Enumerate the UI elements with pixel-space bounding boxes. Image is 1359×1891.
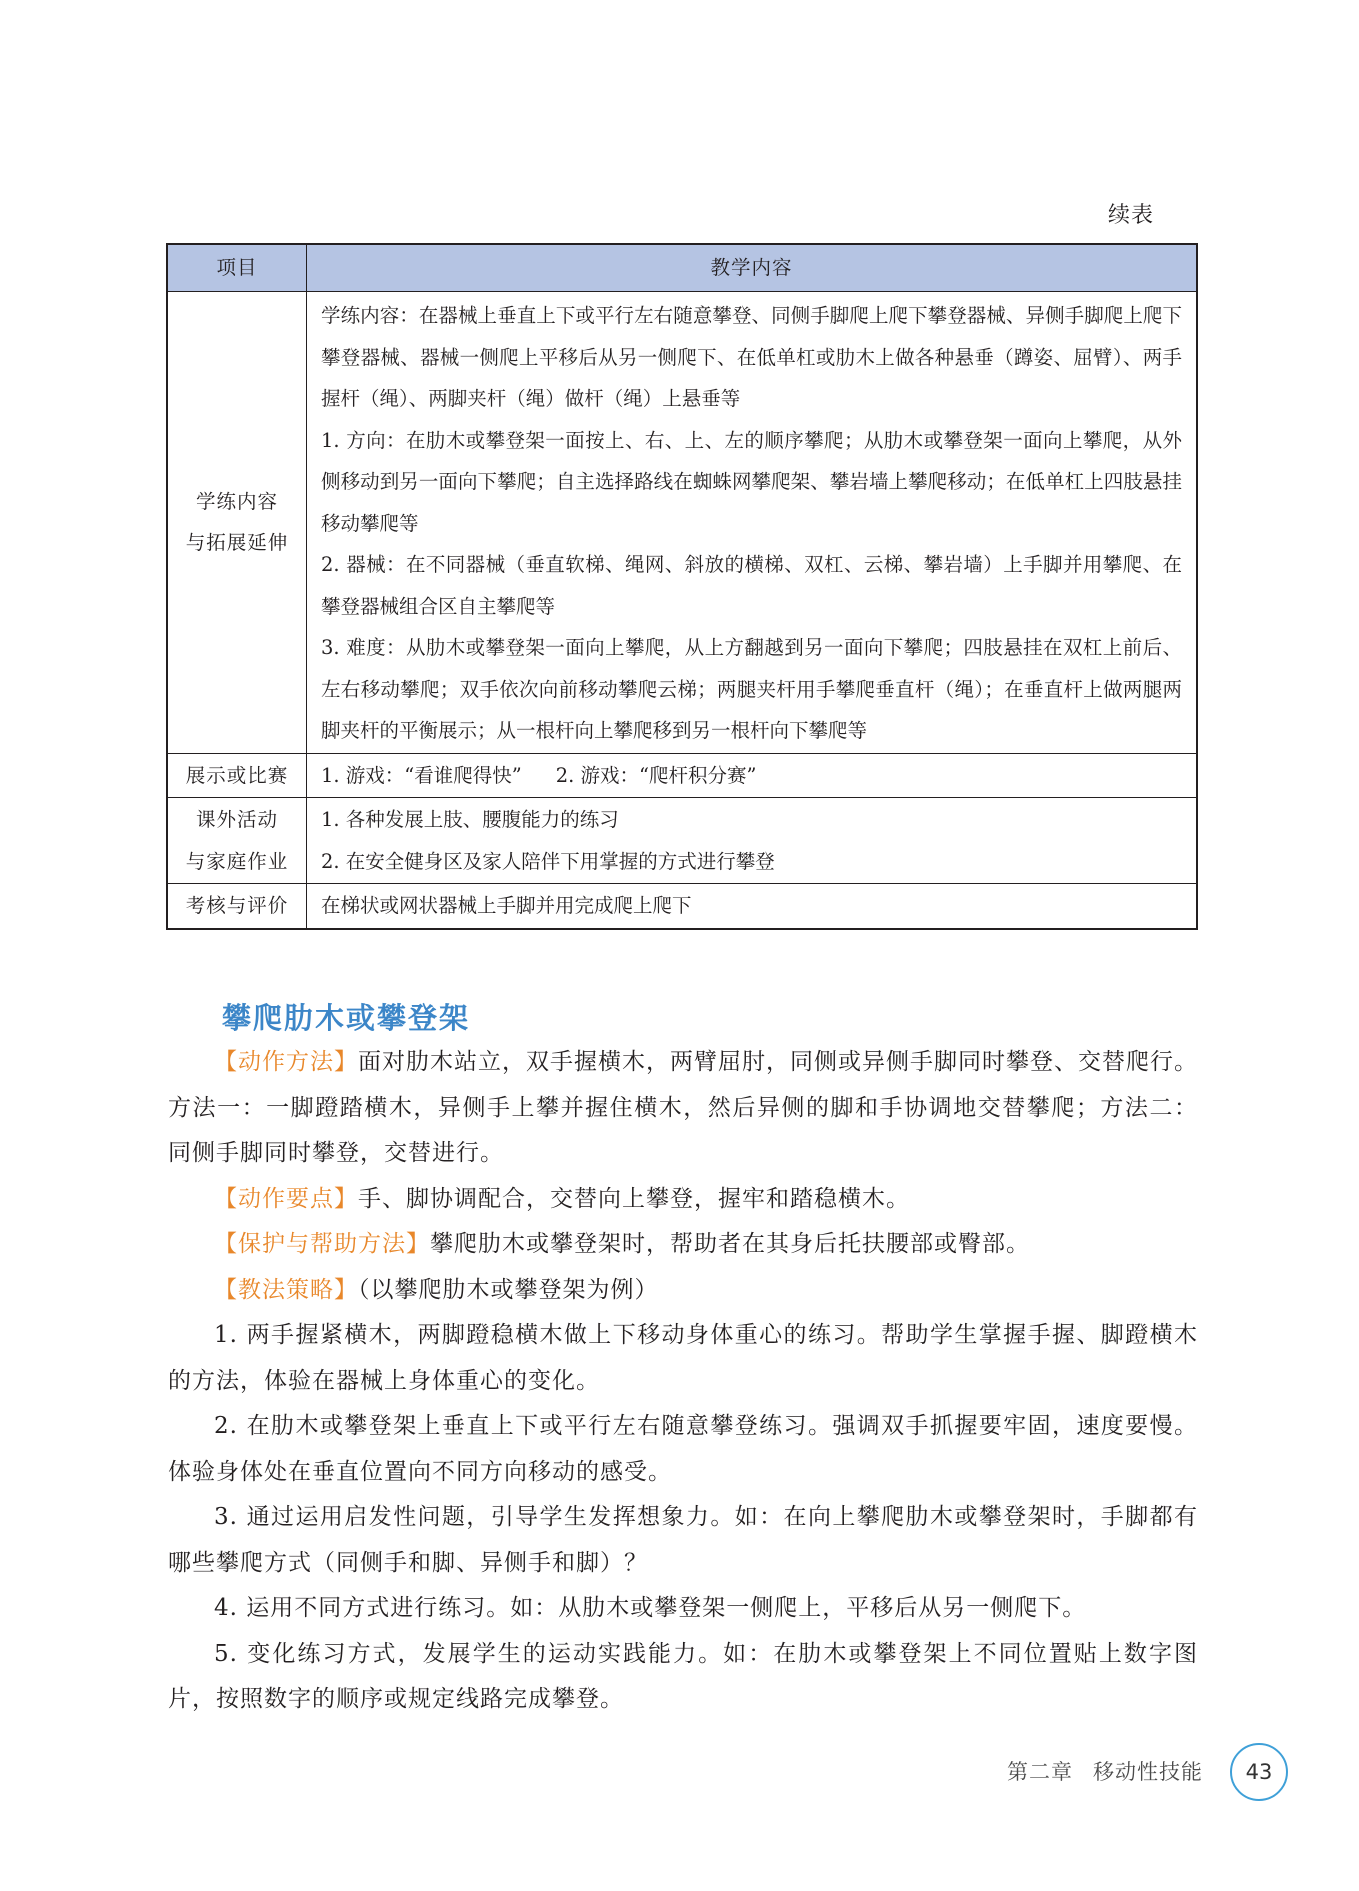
points-paragraph: 【动作要点】手、脚协调配合，交替向上攀登，握牢和踏稳横木。	[214, 1185, 910, 1212]
section-body	[168, 1040, 1198, 1723]
row-content-assess: 在梯状或网状器械上手脚并用完成爬上爬下	[307, 884, 1198, 929]
strategy-item: 5. 变化练习方式，发展学生的运动实践能力。如：在肋木或攀登架上不同位置贴上数字图片，按照数字的顺序或规定线路完成攀登。	[168, 1640, 1198, 1712]
row-label-homework: 课外活动 与家庭作业	[167, 798, 307, 884]
table-continued-label: 续表	[1108, 203, 1155, 228]
row-content-homework	[307, 798, 1198, 884]
row-label-show: 展示或比赛	[167, 753, 307, 798]
strategy-item: 4. 运用不同方式进行练习。如：从肋木或攀登架一侧爬上，平移后从另一侧爬下。	[214, 1595, 1087, 1621]
row-label-assess: 考核与评价	[167, 884, 307, 929]
practice-paragraph: 2. 器械：在不同器械（垂直软梯、绳网、斜放的横梯、双杠、云梯、攀岩墙）上手脚并用攀爬、在攀登器械组合区自主攀爬等	[321, 553, 1182, 618]
header-teaching-content: 教学内容	[307, 244, 1198, 292]
practice-paragraph: 学练内容：在器械上垂直上下或平行左右随意攀登、同侧手脚爬上爬下攀登器械、异侧手脚爬上爬下攀登器械、器械一侧爬上平移后从另一侧爬下、在低单杠或肋木上做各种悬垂（蹲姿、屈臂）、两手握杆（绳）、两脚夹杆（绳）做杆（绳）上悬垂等	[321, 304, 1182, 410]
protect-tag: 【保护与帮助方法】	[214, 1231, 430, 1257]
practice-paragraph: 1. 方向：在肋木或攀登架一面按上、右、上、左的顺序攀爬；从肋木或攀登架一面向上攀爬，从外侧移动到另一面向下攀爬；自主选择路线在蜘蛛网攀爬架、攀岩墙上攀爬移动；在低单杠上四肢悬挂移动攀爬等	[321, 428, 1182, 535]
table-row	[167, 292, 1197, 754]
footer-chapter	[1007, 1756, 1203, 1786]
row-content-show	[307, 753, 1198, 798]
chapter-title: 移动性技能	[1093, 1760, 1203, 1784]
header-project: 项目	[167, 244, 307, 292]
page-number: 43	[1230, 1743, 1288, 1801]
chapter-number: 第二章	[1007, 1760, 1073, 1784]
strategy-item: 1. 两手握紧横木，两脚蹬稳横木做上下移动身体重心的练习。帮助学生掌握手握、脚蹬横木的方法，体验在器械上身体重心的变化。	[168, 1322, 1198, 1394]
homework-item: 1. 各种发展上肢、腰腹能力的练习	[321, 808, 619, 831]
homework-item: 2. 在安全健身区及家人陪伴下用掌握的方式进行攀登	[321, 849, 775, 873]
table-row	[167, 884, 1197, 929]
game-item: 1. 游戏：“看谁爬得快”	[321, 763, 522, 787]
method-paragraph: 【动作方法】面对肋木站立，双手握横木，两臂屈肘，同侧或异侧手脚同时攀登、交替爬行。方法一：一脚蹬踏横木，异侧手上攀并握住横木，然后异侧的脚和手协调地交替攀爬；方法二：同侧手脚同时攀登，交替进行。	[168, 1049, 1198, 1166]
teaching-content-table	[166, 243, 1198, 930]
section-title: 攀爬肋木或攀登架	[222, 1001, 471, 1035]
strategy-item: 3. 通过运用启发性问题，引导学生发挥想象力。如：在向上攀爬肋木或攀登架时，手脚都有哪些攀爬方式（同侧手和脚、异侧手和脚）？	[168, 1504, 1198, 1576]
points-tag: 【动作要点】	[214, 1185, 358, 1212]
table-header-row	[167, 244, 1197, 292]
table-row	[167, 798, 1197, 884]
strategy-item: 2. 在肋木或攀登架上垂直上下或平行左右随意攀登练习。强调双手抓握要牢固，速度要慢。体验身体处在垂直位置向不同方向移动的感受。	[168, 1413, 1198, 1485]
row-content-practice	[307, 292, 1198, 754]
strategy-tag: 【教法策略】	[214, 1276, 358, 1303]
row-label-practice: 学练内容 与拓展延伸	[167, 292, 307, 754]
strategy-paragraph: 【教法策略】（以攀爬肋木或攀登架为例）	[214, 1276, 659, 1303]
practice-paragraph: 3. 难度：从肋木或攀登架一面向上攀爬，从上方翻越到另一面向下攀爬；四肢悬挂在双杠上前后、左右移动攀爬；双手依次向前移动攀爬云梯；两腿夹杆用手攀爬垂直杆（绳）；在垂直杆上做两腿两脚夹杆的平衡展示；从一根杆向上攀爬移到另一根杆向下攀爬等	[321, 636, 1182, 742]
table-row	[167, 753, 1197, 798]
game-item: 2. 游戏：“爬杆积分赛”	[555, 763, 757, 787]
protect-paragraph: 【保护与帮助方法】攀爬肋木或攀登架时，帮助者在其身后托扶腰部或臀部。	[214, 1231, 1030, 1257]
method-tag: 【动作方法】	[214, 1049, 358, 1075]
